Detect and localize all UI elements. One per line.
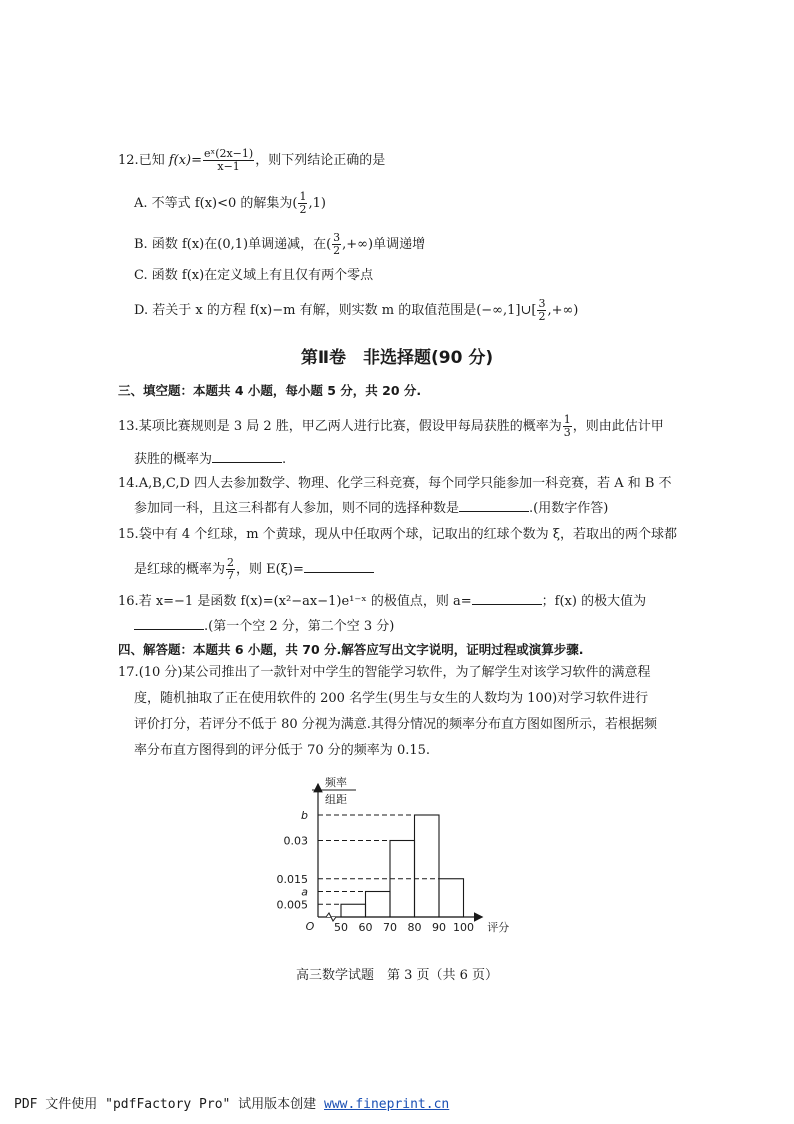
q13-answer-blank[interactable] [212,450,282,463]
y-axis-label-bottom: 组距 [325,793,347,806]
histogram-bar [415,815,440,917]
section-2-title: 第Ⅱ卷 非选择题(90 分) [300,348,494,368]
histogram-bar [341,904,366,917]
q16-line2: .(第一个空 2 分，第二个空 3 分) [134,617,394,636]
q12-option-c: C. 函数 f(x)在定义域上有且仅有两个零点 [134,268,374,283]
q17-line4: 率分布直方图得到的评分低于 70 分的频率为 0.15. [134,743,431,758]
q12-option-b: B. 函数 f(x)在(0,1)单调递减，在( $\frac{3}{2}$ ,+∞)单调递增 [134,231,426,257]
part3-header: 三、填空题：本题共 4 小题，每小题 5 分，共 20 分. [118,383,422,398]
q12-stem: 12.已知 f(x)= $\frac{\text{eˣ(2x−1)}}{x-1}$ ，则下列结论正确的是 [118,147,386,173]
page-footer: 高三数学试题 第 3 页（共 6 页） [295,968,499,983]
x-tick-label: 60 [358,921,373,934]
q17-line2: 度，随机抽取了正在使用软件的 200 名学生(男生与女生的人数均为 100)对学习软件进行 [134,691,649,706]
histogram-bar [366,892,391,918]
y-tick-label: 0.015 [276,872,308,886]
q16-line1: 16.若 x=−1 是函数 f(x)=(x²−ax−1)e¹⁻ˣ 的极值点，则 a= ；f(x) 的极大值为 [118,594,647,609]
origin-label: O [305,920,315,933]
x-tick-label: 100 [453,921,474,934]
q16-answer-blank-1[interactable] [472,592,542,605]
q17-line3: 评价打分，若评分不低于 80 分视为满意.其得分情况的频率分布直方图如图所示，若根据频 [134,717,657,732]
y-tick-label: 0.005 [276,898,308,912]
y-tick-label: a [301,885,308,899]
x-tick-label: 90 [432,921,446,934]
q15-line1: 15.袋中有 4 个红球，m 个黄球，现从中任取两个球，记取出的红球个数为 ξ，若取出的两个球都 [118,527,677,542]
x-axis-label: 评分 [487,921,510,934]
frequency-histogram [260,770,530,960]
q14-line2: 参加同一科，且这三科都有人参加，则不同的选择种数是 .(用数字作答) [134,501,609,516]
q12-option-a: A. 不等式 f(x)<0 的解集为( $\frac{1}{2}$ ,1) [134,190,326,216]
x-tick-label: 70 [383,921,397,934]
y-tick-label: b [301,809,308,822]
y-tick-label: 0.03 [283,834,308,848]
q13-line2: 获胜的概率为 . [134,452,287,467]
pdf-creator-note: PDF 文件使用 "pdfFactory Pro" 试用版本创建 www.fineprint.cn [14,1097,450,1112]
histogram-bar [439,879,464,917]
q15-answer-blank[interactable] [304,560,374,573]
part4-header: 四、解答题：本题共 6 小题，共 70 分.解答应写出文字说明，证明过程或演算步骤. [118,642,584,657]
q16-answer-blank-2[interactable] [134,617,204,630]
x-tick-label: 80 [407,921,422,934]
q17-line1: 17.(10 分)某公司推出了一款针对中学生的智能学习软件，为了解学生对该学习软件的满意程 [118,665,651,680]
fineprint-link[interactable]: www.fineprint.cn [324,1097,450,1112]
y-axis-label-top: 频率 [325,776,347,789]
q12-fraction: $\frac{\text{eˣ(2x−1)}}{x-1}$ [204,147,254,173]
q13-line1: 13.某项比赛规则是 3 局 2 胜，甲乙两人进行比赛，假设甲每局获胜的概率为 $\frac{1}{3}$ ，则由此估计甲 [118,413,664,439]
q12-option-d: D. 若关于 x 的方程 f(x)−m 有解，则实数 m 的取值范围是(−∞,1]∪[ $\frac{3}{2}$ ,+∞) [134,297,579,323]
q14-answer-blank[interactable] [459,499,529,512]
axis-break [326,913,336,921]
q15-line2: 是红球的概率为 $\frac{2}{7}$ ，则 E(ξ)= [134,557,374,582]
x-tick-label: 50 [334,921,348,934]
q14-line1: 14.A,B,C,D 四人去参加数学、物理、化学三科竞赛，每个同学只能参加一科竞赛，若 A 和 B 不 [118,476,672,491]
